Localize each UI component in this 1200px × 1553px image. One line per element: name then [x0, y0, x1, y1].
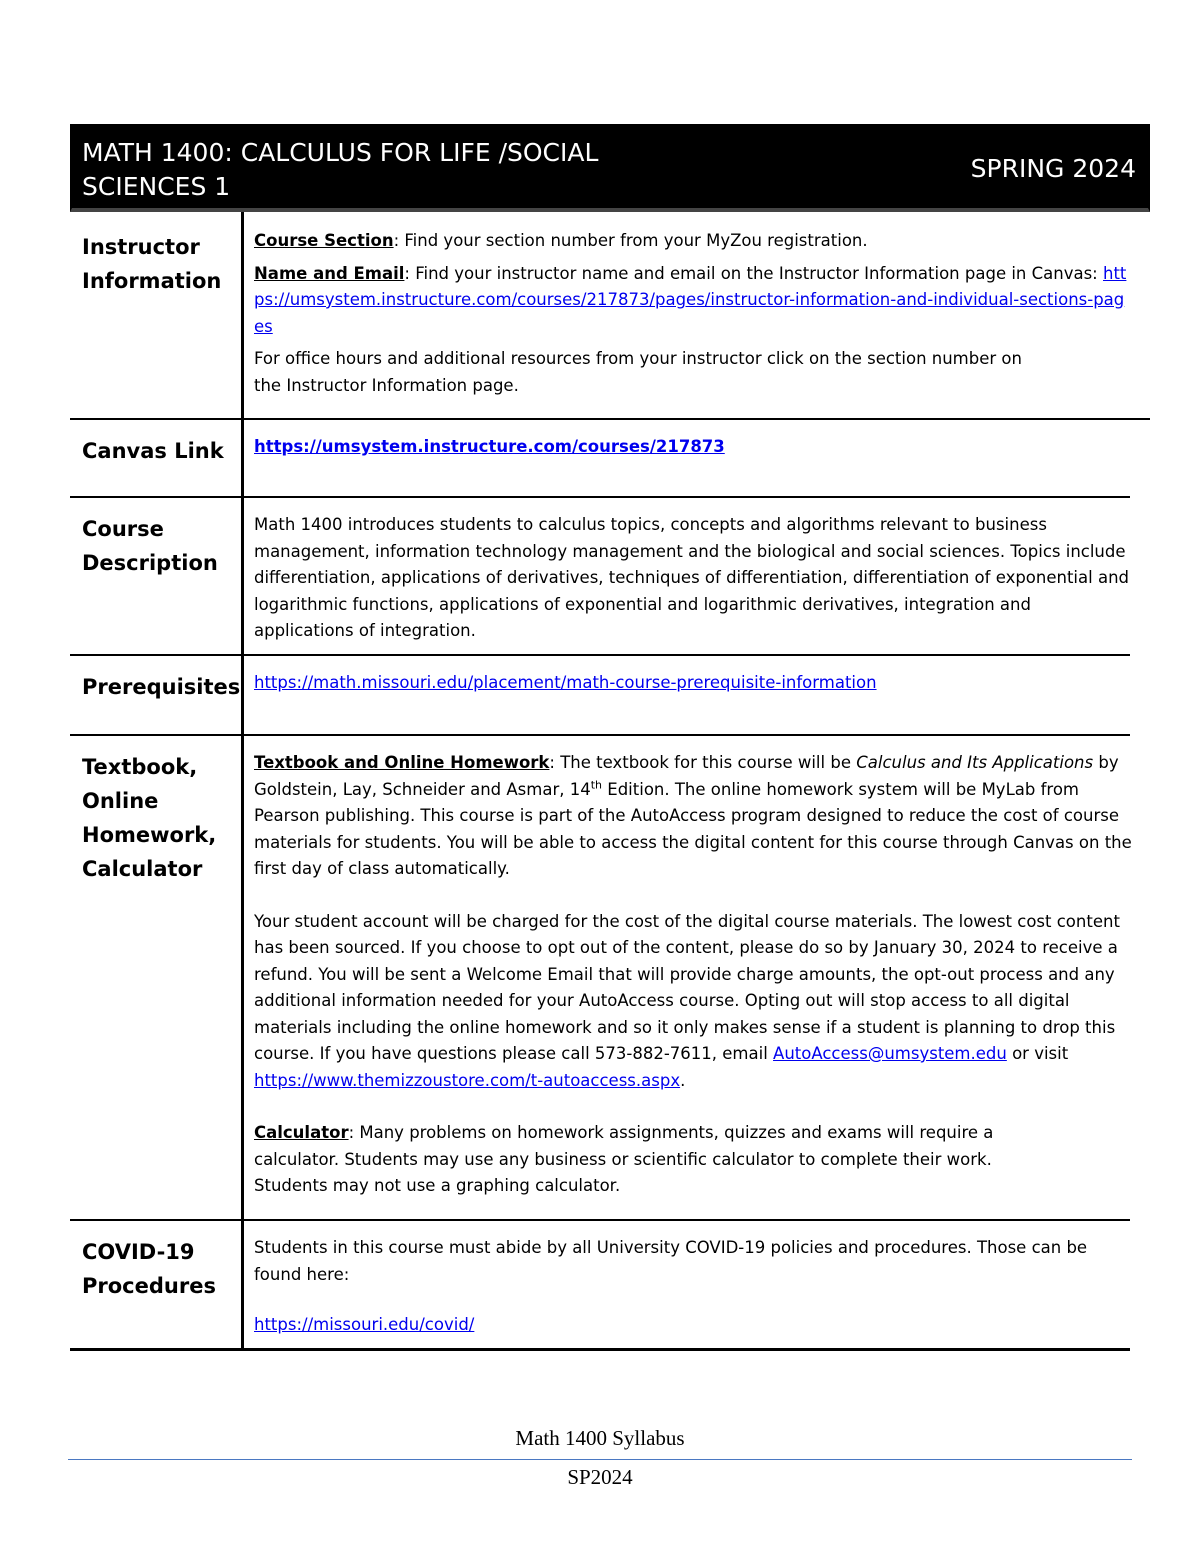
calculator-label: Calculator	[254, 1123, 349, 1142]
row-content	[254, 670, 1134, 697]
footer-term: SP2024	[567, 1465, 633, 1489]
row-label: Canvas Link	[82, 439, 224, 463]
calculator-text: : Many problems on homework assignments, quizzes and exams will require a calculator. Students may use any business or scientific calculator to complete their work. Students may not use a graphing calculator.	[254, 1123, 994, 1195]
covid-text: Students in this course must abide by all University COVID-19 policies and procedures. Those can be found here:	[254, 1238, 1088, 1284]
row-course-description	[70, 498, 1130, 654]
row-content	[254, 750, 1134, 1200]
syllabus-header	[70, 124, 1150, 212]
term-label: SPRING 2024	[970, 154, 1136, 183]
account-text: Your student account will be charged for the cost of the digital course materials. The lowest cost content has been sourced. If you choose to opt out of the content, please do so by January 30, 2024 to receive a refund. You will be sent a Welcome Email that will provide charge amounts, the opt-out process and any additional information needed for your AutoAccess course. Opting out will stop access to all digital materials including the online homework and so it only makes sense if a student is planning to drop this course. If you have questions please call 573-882-7611, email	[254, 911, 1120, 1063]
account-text-end: .	[680, 1070, 686, 1090]
row-instructor-information	[70, 212, 1150, 418]
course-section-label: Course Section	[254, 231, 394, 250]
row-content	[254, 228, 1134, 399]
instructor-info-link[interactable]: https://umsystem.instructure.com/courses/217873/pages/instructor-information-and-individual-sections-pages	[254, 263, 1127, 336]
textbook-text-cont: Edition. The online homework system will be MyLab from Pearson publishing. This course is part of the AutoAccess program designed to reduce the cost of course materials for students. You will be able to access the digital content for this course through Canvas on the first day of class automatically.	[254, 779, 1132, 878]
textbook-text: : The textbook for this course will be	[549, 753, 857, 772]
autoaccess-store-link[interactable]: https://www.themizzoustore.com/t-autoaccess.aspx	[254, 1070, 681, 1090]
autoaccess-email-link[interactable]: AutoAccess@umsystem.edu	[773, 1044, 1007, 1063]
textbook-authors: by Goldstein, Lay, Schneider and Asmar, 14	[254, 753, 1119, 799]
textbook-title: Calculus and Its Applications	[856, 753, 1094, 772]
prerequisites-link[interactable]: https://math.missouri.edu/placement/math-course-prerequisite-information	[254, 673, 877, 692]
office-hours-text: For office hours and additional resources from your instructor click on the section number on the Instructor Information page.	[254, 349, 1022, 395]
row-canvas-link	[70, 420, 1130, 496]
footer-divider	[68, 1459, 1132, 1460]
row-label: COVID-19 Procedures	[82, 1240, 216, 1298]
covid-link[interactable]: https://missouri.edu/covid/	[254, 1315, 475, 1334]
name-email-label: Name and Email	[254, 263, 405, 283]
account-text-visit: or visit	[1006, 1044, 1069, 1063]
course-section-text: : Find your section number from your MyZou registration.	[393, 231, 868, 250]
name-email-text: : Find your instructor name and email on the Instructor Information page in Canvas:	[404, 263, 1103, 283]
table-bottom-border	[70, 1348, 1130, 1351]
edition-suffix: th	[590, 778, 603, 791]
row-label: Textbook, Online Homework, Calculator	[82, 755, 217, 881]
row-content	[254, 512, 1134, 645]
description-text: Math 1400 introduces students to calculus topics, concepts and algorithms relevant to business management, information technology management and the biological and social sciences. Topics include differentiation, applications of derivatives, techniques of differentiation, differentiation of exponential and logarithmic functions, applications of exponential and logarithmic derivatives, integration and applications of integration.	[254, 515, 1129, 640]
row-textbook	[70, 736, 1130, 1219]
row-label: Instructor Information	[82, 235, 222, 293]
row-content	[254, 434, 1134, 461]
row-covid-procedures	[70, 1221, 1130, 1348]
row-label: Prerequisites	[82, 675, 241, 699]
canvas-course-link[interactable]: https://umsystem.instructure.com/courses/217873	[254, 437, 725, 456]
row-content	[254, 1235, 1134, 1339]
course-title: MATH 1400: CALCULUS FOR LIFE /SOCIAL SCIENCES 1	[82, 138, 599, 201]
textbook-label: Textbook and Online Homework	[254, 753, 550, 772]
row-label: Course Description	[82, 517, 218, 575]
row-prerequisites	[70, 656, 1130, 734]
footer-title: Math 1400 Syllabus	[515, 1426, 685, 1450]
